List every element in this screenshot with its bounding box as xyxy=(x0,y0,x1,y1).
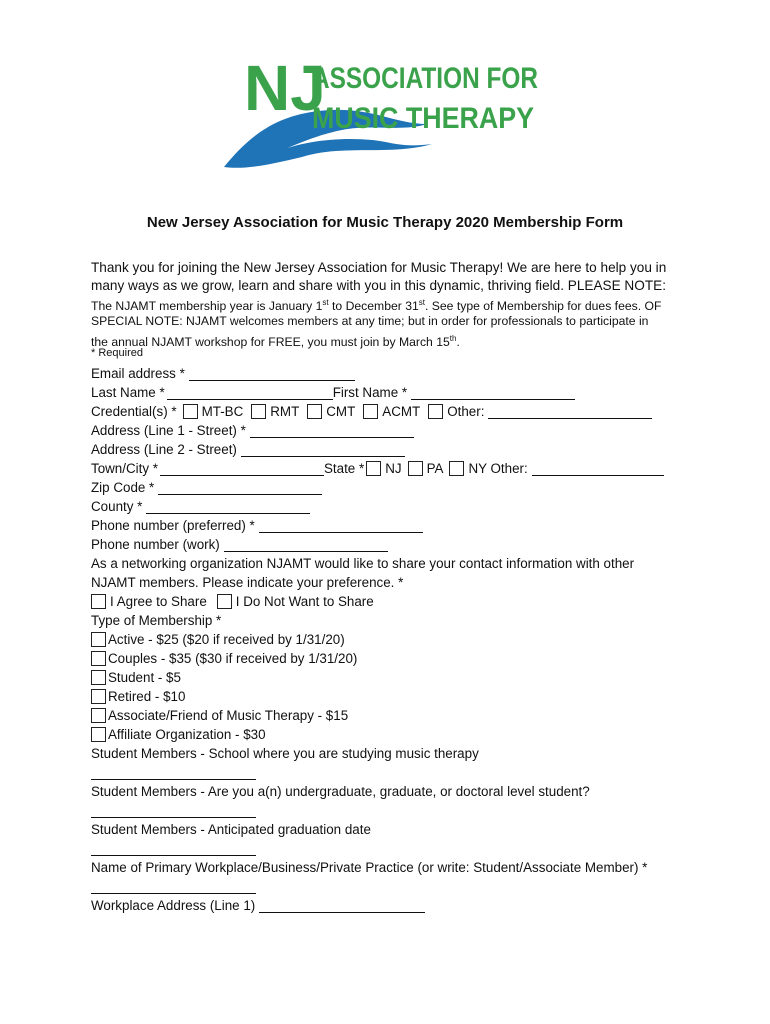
county-field[interactable] xyxy=(146,499,310,514)
checkbox-student[interactable] xyxy=(91,670,106,685)
checkbox-acmt[interactable] xyxy=(363,404,378,419)
email-field[interactable] xyxy=(189,366,355,381)
checkbox-affiliate[interactable] xyxy=(91,727,106,742)
zip-row: Zip Code * xyxy=(91,478,322,497)
address2-field[interactable] xyxy=(241,442,405,457)
last-name-field[interactable] xyxy=(167,385,333,400)
membership-option-student: Student - $5 xyxy=(91,668,181,687)
njamt-logo xyxy=(222,52,542,172)
checkbox-ny-other[interactable] xyxy=(449,461,464,476)
workplace-address-field[interactable] xyxy=(259,898,425,913)
address2-row: Address (Line 2 - Street) xyxy=(91,440,405,459)
checkbox-pa[interactable] xyxy=(408,461,423,476)
town-state-row: Town/City * State * NJ PA NY Other: xyxy=(91,459,664,478)
checkbox-other[interactable] xyxy=(428,404,443,419)
checkbox-active[interactable] xyxy=(91,632,106,647)
other-credential-field[interactable] xyxy=(488,404,652,419)
share-options-row: I Agree to Share I Do Not Want to Share xyxy=(91,592,374,611)
intro-line-1: Thank you for joining the New Jersey Association for Music Therapy! We are here to help you in xyxy=(91,260,667,275)
grad-date-field[interactable] xyxy=(91,854,256,856)
logo-nj: NJ xyxy=(244,52,326,124)
zip-field[interactable] xyxy=(158,480,322,495)
workplace-field[interactable] xyxy=(91,892,256,894)
logo-line2: MUSIC THERAPY xyxy=(312,102,534,135)
level-label: Student Members - Are you a(n) undergraduate, graduate, or doctoral level student? xyxy=(91,784,590,799)
ny-other-field[interactable] xyxy=(532,461,664,476)
checkbox-nj[interactable] xyxy=(366,461,381,476)
school-label: Student Members - School where you are studying music therapy xyxy=(91,746,479,761)
membership-option-affiliate: Affiliate Organization - $30 xyxy=(91,725,266,744)
county-row: County * xyxy=(91,497,310,516)
phone-work-field[interactable] xyxy=(224,537,388,552)
share-question-2: NJAMT members. Please indicate your preference. * xyxy=(91,575,404,590)
phone-pref-row: Phone number (preferred) * xyxy=(91,516,423,535)
membership-option-retired: Retired - $10 xyxy=(91,687,185,706)
name-row: Last Name * First Name * xyxy=(91,383,575,402)
membership-heading: Type of Membership * xyxy=(91,613,222,628)
address1-row: Address (Line 1 - Street) * xyxy=(91,421,414,440)
workplace-address-row: Workplace Address (Line 1) xyxy=(91,896,425,915)
intro-line-5: the annual NJAMT workshop for FREE, you must join by March 15th. xyxy=(91,334,460,350)
logo-line1: ASSOCIATION FOR xyxy=(312,62,539,95)
share-question-1: As a networking organization NJAMT would like to share your contact information with other xyxy=(91,556,635,571)
grad-date-label: Student Members - Anticipated graduation date xyxy=(91,822,371,837)
checkbox-agree-share[interactable] xyxy=(91,594,106,609)
intro-line-4: SPECIAL NOTE: NJAMT welcomes members at any time; but in order for professionals to participate in xyxy=(91,314,649,328)
checkbox-couples[interactable] xyxy=(91,651,106,666)
phone-preferred-field[interactable] xyxy=(259,518,423,533)
email-row: Email address * xyxy=(91,364,355,383)
required-note: * Required xyxy=(91,347,143,359)
credentials-row: Credential(s) * MT-BC RMT CMT ACMT Other: xyxy=(91,402,652,421)
checkbox-rmt[interactable] xyxy=(251,404,266,419)
membership-option-couples: Couples - $35 ($30 if received by 1/31/20) xyxy=(91,649,357,668)
first-name-field[interactable] xyxy=(411,385,575,400)
form-title: New Jersey Association for Music Therapy 2020 Membership Form xyxy=(146,214,624,231)
school-field[interactable] xyxy=(91,778,256,780)
checkbox-retired[interactable] xyxy=(91,689,106,704)
membership-option-associate: Associate/Friend of Music Therapy - $15 xyxy=(91,706,348,725)
intro-note: The NJAMT membership year is January 1st to December 31st. See type of Membership for dues fees. OF xyxy=(91,298,662,314)
phone-work-row: Phone number (work) xyxy=(91,535,388,554)
intro-line-2: many ways as we grow, learn and share with you in this dynamic, thriving field. PLEASE NOTE: xyxy=(91,278,666,293)
checkbox-associate[interactable] xyxy=(91,708,106,723)
checkbox-not-share[interactable] xyxy=(217,594,232,609)
town-field[interactable] xyxy=(160,461,324,476)
workplace-label: Name of Primary Workplace/Business/Private Practice (or write: Student/Associate Member) * xyxy=(91,860,648,875)
level-field[interactable] xyxy=(91,816,256,818)
membership-option-active: Active - $25 ($20 if received by 1/31/20) xyxy=(91,630,345,649)
checkbox-cmt[interactable] xyxy=(307,404,322,419)
address1-field[interactable] xyxy=(250,423,414,438)
checkbox-mt-bc[interactable] xyxy=(183,404,198,419)
